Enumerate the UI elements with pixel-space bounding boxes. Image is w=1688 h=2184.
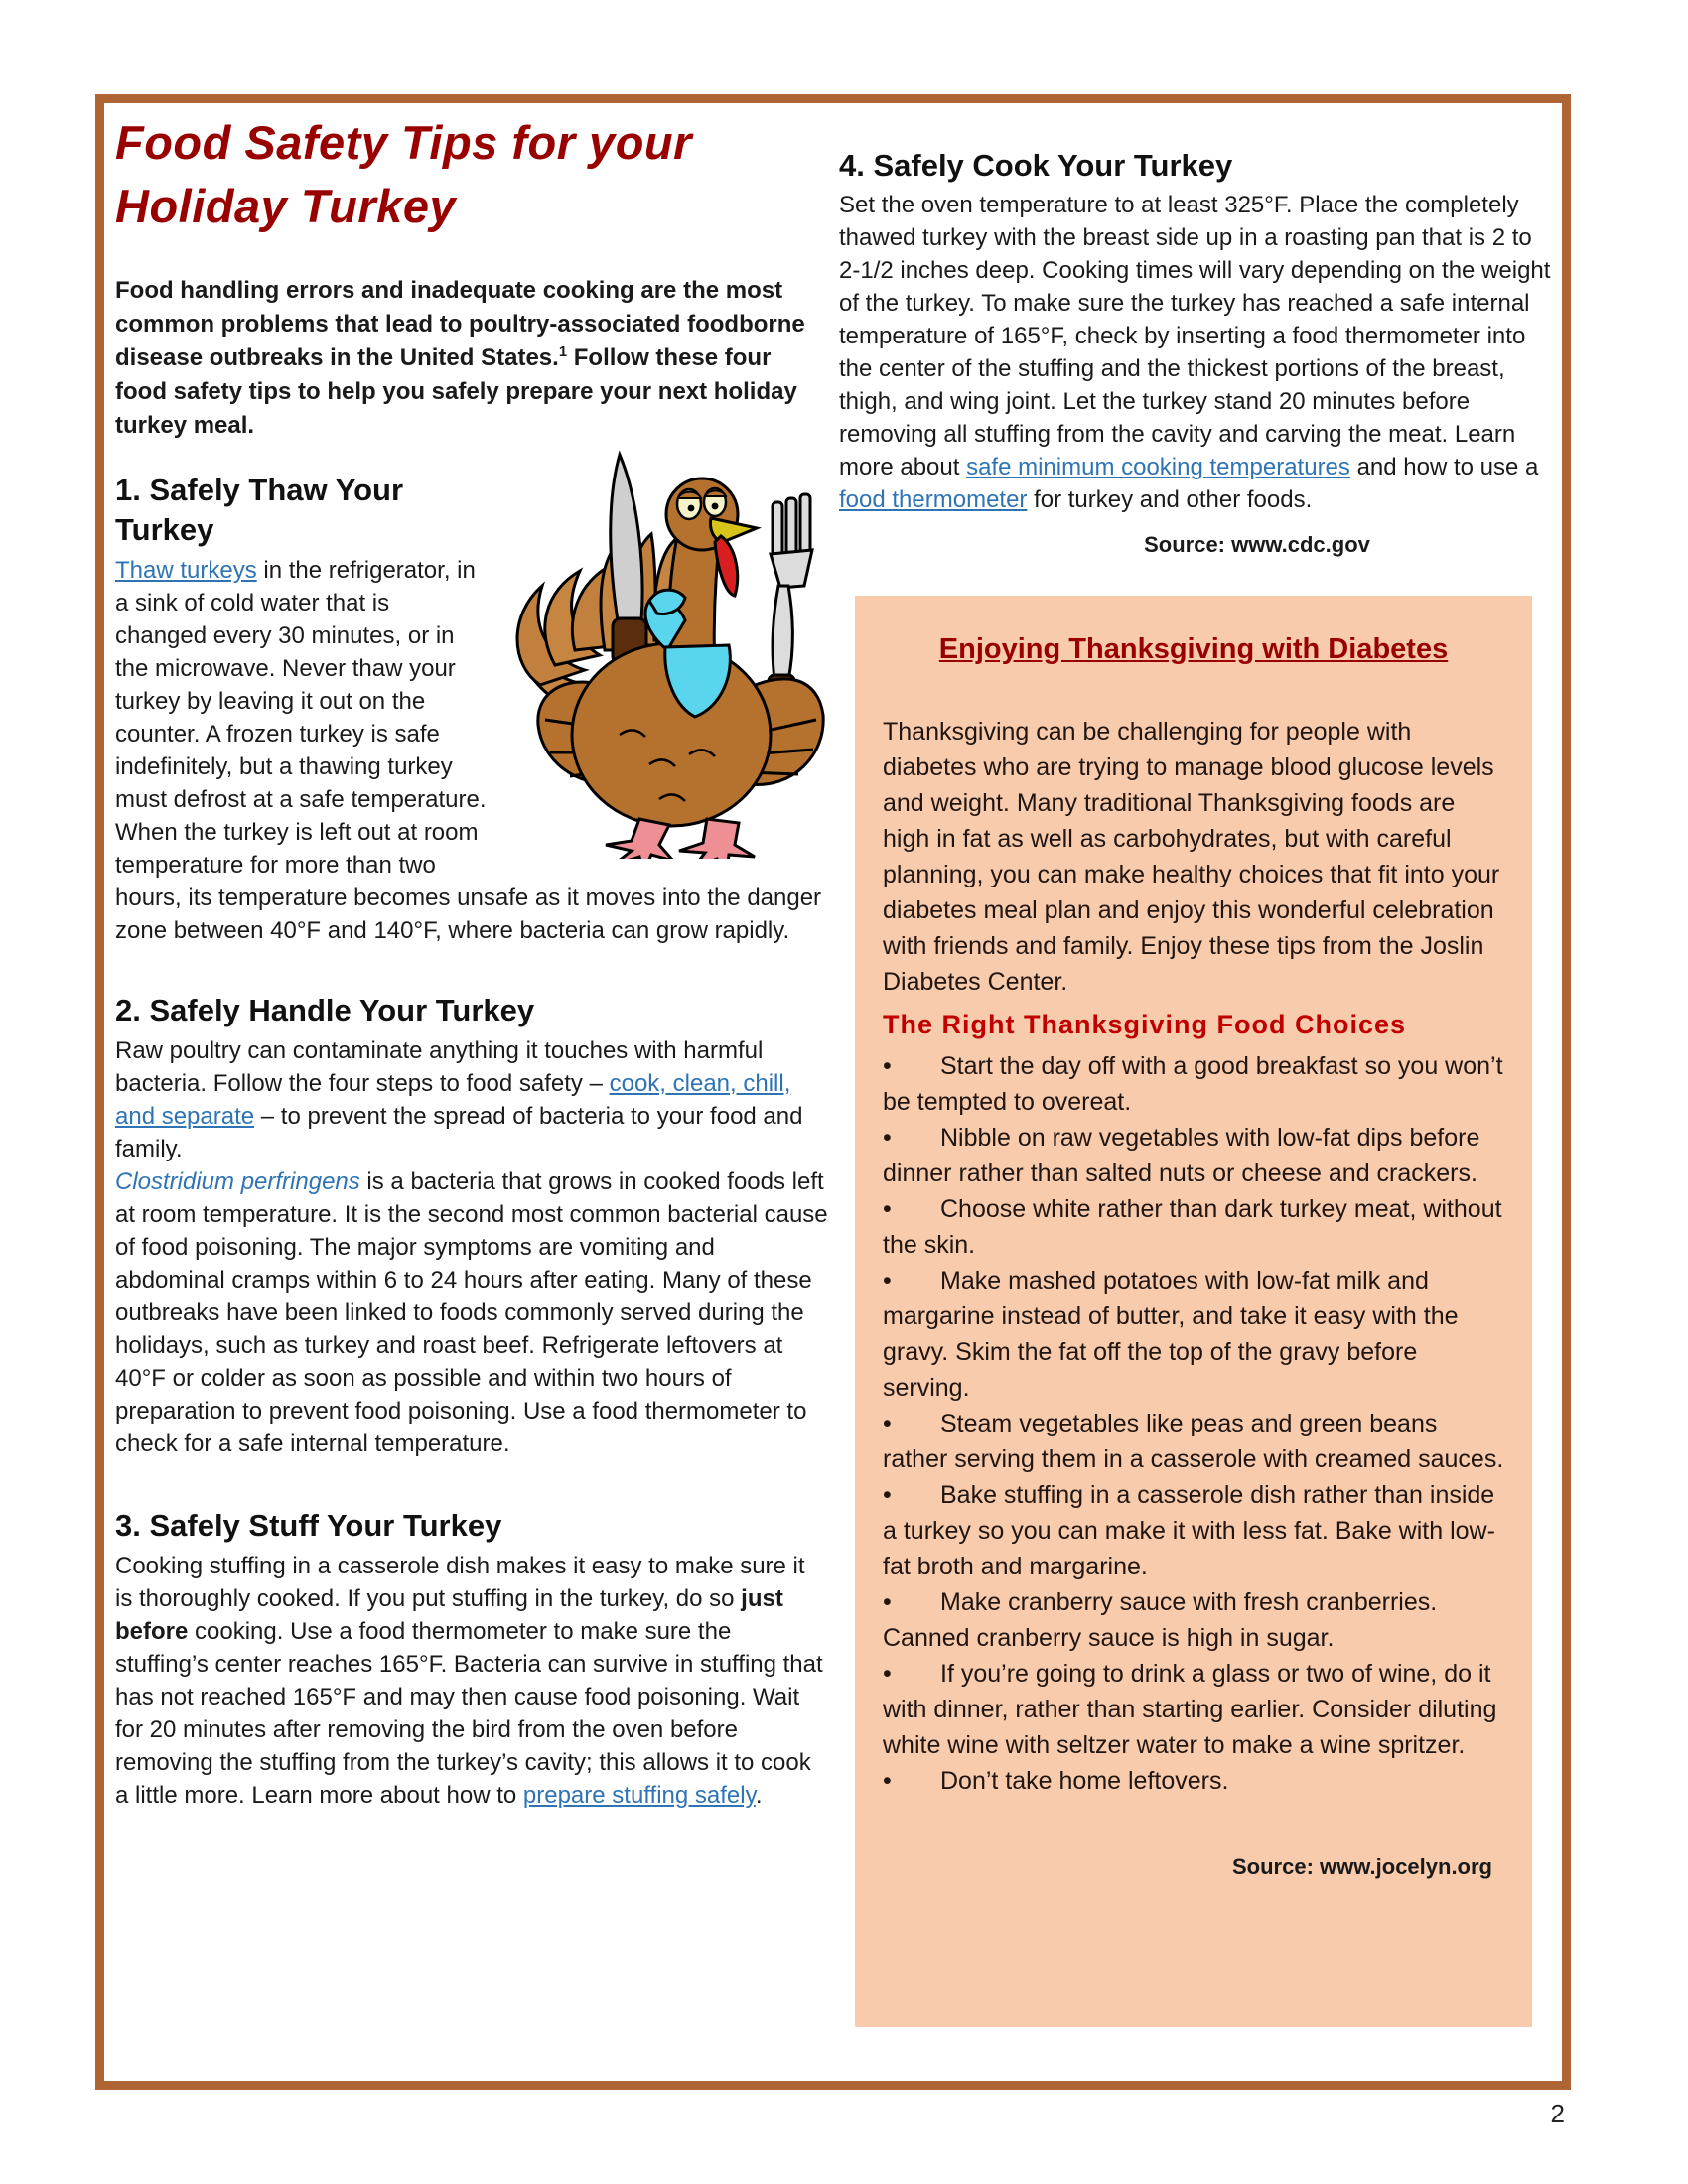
section-3-body	[115, 1550, 828, 1812]
bullet-item	[883, 1763, 1504, 1799]
turkey-cartoon-icon	[500, 437, 828, 859]
section-4-heading: 4. Safely Cook Your Turkey	[839, 148, 1233, 183]
text-segment: Food handling errors and inadequate cooking are the most common problems that lead to poultry-associated foodborne disease outbreaks in the United States.	[115, 277, 805, 371]
text-link[interactable]: Thaw turkeys	[115, 557, 257, 584]
text-link[interactable]: food thermometer	[839, 486, 1028, 513]
diabetes-box	[855, 596, 1532, 2027]
bullet-text: Make cranberry sauce with fresh cranberries. Canned cranberry sauce is high in sugar.	[883, 1588, 1438, 1652]
bullet-item	[883, 1120, 1504, 1191]
section-handle	[115, 991, 828, 1460]
section-2-heading: 2. Safely Handle Your Turkey	[115, 993, 535, 1027]
bullet-icon: •	[883, 1588, 892, 1616]
diabetes-box-intro: Thanksgiving can be challenging for people with diabetes who are trying to manage blood glucose levels and weight. Many traditional Thanksgiving foods are high in fat as well as carbohydrates, but with careful planning, you can make healthy choices that fit into your diabetes meal plan and enjoy this wonderful celebration with friends and family. Enjoy these tips from the Joslin Diabetes Center.	[883, 718, 1500, 996]
section-2-paragraph-2	[115, 1165, 828, 1460]
section-thaw	[115, 471, 828, 947]
text-segment: and how to use a	[1349, 454, 1539, 480]
intro-paragraph	[115, 274, 828, 443]
text-segment: just before	[115, 1585, 783, 1645]
text-link[interactable]: safe minimum cooking temperatures	[966, 454, 1350, 480]
text-segment: Cooking stuffing in a casserole dish makes it easy to make sure it is thoroughly cooked. If you put stuffing in the turkey, do so	[115, 1553, 805, 1612]
bullet-item	[883, 1263, 1504, 1406]
bullet-text: Make mashed potatoes with low-fat milk and margarine instead of butter, and take it easy with the gravy. Skim the fat off the top of the gravy before serving.	[883, 1267, 1459, 1402]
text-link[interactable]: Clostridium perfringens	[115, 1168, 360, 1195]
bullet-icon: •	[883, 1767, 892, 1795]
text-segment: 1	[558, 344, 568, 360]
bullet-icon: •	[883, 1052, 892, 1080]
page-title: Food Safety Tips for your Holiday Turkey	[115, 116, 692, 232]
bullet-item	[883, 1477, 1504, 1584]
bullet-icon: •	[883, 1195, 892, 1223]
source-cdc: Source: www.cdc.gov	[1144, 532, 1370, 557]
turkey-clipart	[500, 437, 828, 859]
section-stuff	[115, 1506, 828, 1812]
bullet-icon: •	[883, 1124, 892, 1152]
bullet-icon: •	[883, 1410, 892, 1437]
text-segment: – to prevent the spread of bacteria to your food and family.	[115, 1103, 803, 1162]
section-3-heading: 3. Safely Stuff Your Turkey	[115, 1508, 502, 1543]
bullet-item	[883, 1656, 1504, 1763]
text-segment: cooking. Use a food thermometer to make sure the stuffing’s center reaches 165°F. Bacteria can survive in stuffing that has not reached 165°F and may then cause food poisoning. Wait for 20 minutes after removing the bird from the oven before removing the stuffing from the turkey’s cavity; this allows it to cook a little more. Learn more about how to	[115, 1618, 823, 1809]
page-number: 2	[1550, 2099, 1565, 2128]
source-jocelyn: Source: www.jocelyn.org	[1231, 1854, 1492, 1879]
text-link[interactable]: cook, clean, chill, and separate	[115, 1070, 791, 1130]
bullet-item	[883, 1584, 1504, 1656]
diabetes-box-subheading: The Right Thanksgiving Food Choices	[883, 1010, 1407, 1039]
bullet-text: Don’t take home leftovers.	[940, 1767, 1229, 1795]
bullet-text: Start the day off with a good breakfast so you won’t be tempted to overeat.	[883, 1052, 1503, 1116]
knife-icon	[611, 455, 646, 664]
diabetes-box-title: Enjoying Thanksgiving with Diabetes	[938, 633, 1449, 665]
bullet-icon: •	[883, 1481, 892, 1509]
left-column	[115, 111, 828, 1842]
right-column	[839, 147, 1556, 2027]
text-segment: in the refrigerator, in a sink of cold water that is changed every 30 minutes, or in the microwave. Never thaw your turkey by leaving it out on the counter. A frozen turkey is safe indefinitely, but a thawing turkey must defrost at a safe temperature. When the turkey is left out at room temperature for more than two hours, its temperature becomes unsafe as it moves into the danger zone between 40°F and 140°F, where bacteria can grow rapidly.	[115, 557, 822, 944]
bullet-item	[883, 1406, 1504, 1477]
text-segment: Raw poultry can contaminate anything it touches with harmful bacteria. Follow the four steps to food safety –	[115, 1037, 764, 1097]
text-segment: Follow these four food safety tips to help you safely prepare your next holiday turkey meal.	[115, 344, 797, 439]
bullet-text: Choose white rather than dark turkey meat, without the skin.	[883, 1195, 1502, 1259]
text-segment: is a bacteria that grows in cooked foods left at room temperature. It is the second most common bacterial cause of food poisoning. The major symptoms are vomiting and abdominal cramps within 6 to 24 hours after eating. Many of these outbreaks have been linked to foods commonly served during the holidays, such as turkey and roast beef. Refrigerate leftovers at 40°F or colder as soon as possible and within two hours of preparation to prevent food poisoning. Use a food thermometer to check for a safe internal temperature.	[115, 1168, 828, 1457]
fork-icon	[769, 494, 812, 695]
text-segment: for turkey and other foods.	[1027, 486, 1313, 513]
text-segment: .	[755, 1782, 763, 1809]
bullet-icon: •	[883, 1267, 892, 1295]
bullet-text: Steam vegetables like peas and green beans rather serving them in a casserole with creamed sauces.	[883, 1410, 1504, 1473]
bullet-text: Nibble on raw vegetables with low-fat dips before dinner rather than salted nuts or cheese and crackers.	[883, 1124, 1480, 1187]
bullet-text: Bake stuffing in a casserole dish rather than inside a turkey so you can make it with less fat. Bake with low-fat broth and margarine.	[883, 1481, 1495, 1580]
bullet-item	[883, 1191, 1504, 1263]
bullet-icon: •	[883, 1660, 892, 1688]
bullet-item	[883, 1048, 1504, 1120]
section-4-body	[839, 189, 1556, 516]
section-2-paragraph-1	[115, 1034, 828, 1165]
text-segment: Set the oven temperature to at least 325°F. Place the completely thawed turkey with the breast side up in a roasting pan that is 2 to 2-1/2 inches deep. Cooking times will vary depending on the weight of the turkey. To make sure the turkey has reached a safe internal temperature of 165°F, check by inserting a food thermometer into the center of the stuffing and the thickest portions of the breast, thigh, and wing joint. Let the turkey stand 20 minutes before removing all stuffing from the cavity and carving the meat. Learn more about	[839, 192, 1551, 480]
section-1-heading: 1. Safely Thaw Your Turkey	[115, 473, 404, 547]
text-link[interactable]: prepare stuffing safely	[522, 1782, 756, 1809]
bullet-text: If you’re going to drink a glass or two of wine, do it with dinner, rather than starting earlier. Consider diluting white wine with seltzer water to make a wine spritzer.	[883, 1660, 1497, 1759]
